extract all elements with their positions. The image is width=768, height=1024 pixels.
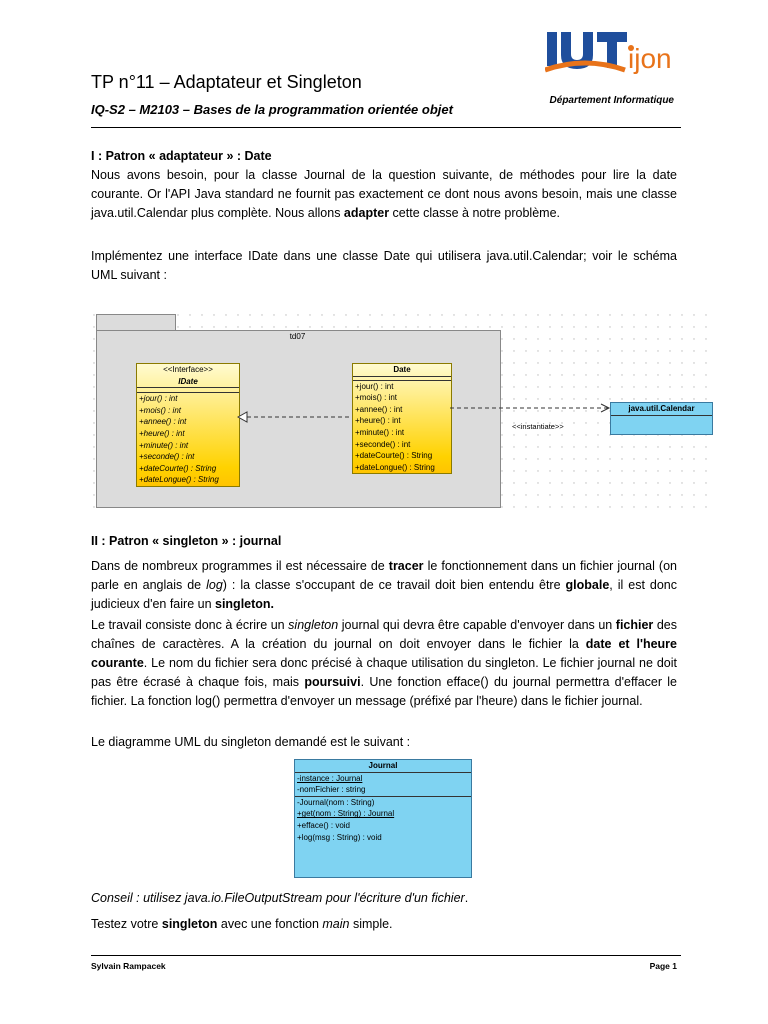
journal-class (294, 759, 472, 878)
advice-text: Conseil : utilisez java.io.FileOutputStream pour l'écriture d'un fichier. (91, 891, 469, 905)
class-name: Date (353, 364, 451, 377)
instantiate-label: <<instantiate>> (512, 422, 564, 431)
method: +dateCourte() : String (139, 463, 217, 473)
method: +mois() : int (355, 393, 398, 403)
section2-paragraph1: Dans de nombreux programmes il est nécessaire de tracer le fonctionnement dans un fichier journal (on parle en anglais de log) : la classe s'occupant de ce travail doit bien entendu être globale, il est donc judicieux d'en faire un singleton. (91, 559, 677, 611)
class-name: IDate (137, 376, 239, 389)
department-label: Département Informatique (549, 95, 674, 106)
realization-arrowhead (238, 412, 247, 422)
method: +jour() : int (355, 381, 394, 391)
section2-heading: II : Patron « singleton » : journal (91, 534, 282, 548)
method: +minute() : int (355, 427, 405, 437)
test-instruction: Testez votre singleton avec une fonction main simple. (91, 917, 393, 931)
package-name: td07 (289, 332, 306, 341)
section2-paragraph3: Le diagramme UML du singleton demandé est le suivant : (91, 735, 411, 749)
method: +mois() : int (139, 405, 182, 415)
section2-paragraph2: Le travail consiste donc à écrire un singleton journal qui devra être capable d'envoyer dans un fichier des chaînes de caractères. A la création du journal on doit envoyer dans le fichier la date et l'heure courante. Le nom du fichier sera donc précisé à chaque utilisation du singleton. Le fichier journal ne doit pas être écrasé à chaque fois, mais poursuivi. Une fonction efface() du journal permettra d'effacer le fichier. La fonction log() permettra d'envoyer un message (préfixé par l'heure) dans le fichier journal. (91, 618, 677, 708)
method: +annee() : int (139, 417, 187, 427)
footer-divider (91, 955, 681, 956)
method: +seconde() : int (355, 439, 411, 449)
footer-author: Sylvain Rampacek (91, 961, 166, 971)
method: +jour() : int (139, 394, 178, 404)
class-name: java.util.Calendar (611, 403, 712, 416)
method: +heure() : int (139, 428, 185, 438)
method: +annee() : int (355, 404, 403, 414)
section1-heading: I : Patron « adaptateur » : Date (91, 149, 272, 163)
attribute: -nomFichier : string (297, 785, 366, 795)
method: +dateCourte() : String (355, 451, 433, 461)
page-title: TP n°11 – Adaptateur et Singleton (91, 72, 362, 92)
method: +dateLongue() : String (139, 475, 219, 485)
method: -Journal(nom : String) (297, 797, 375, 807)
method: +heure() : int (355, 416, 401, 426)
attribute: -instance : Journal (297, 773, 363, 783)
footer-page-number: Page 1 (649, 961, 677, 971)
stereotype-label: <<Interface>> (163, 365, 213, 374)
section1-paragraph1: Nous avons besoin, pour la classe Journal de la question suivante, de méthodes pour lire la date courante. Or l'API Java standard ne fournit pas exactement ce dont nous avons besoin, mais une classe java.util.Calendar plus complète. Nous allons adapter cette classe à notre problème. (91, 168, 677, 220)
class-name: Journal (295, 760, 471, 773)
method: +log(msg : String) : void (297, 832, 382, 842)
section1-paragraph2: Implémentez une interface IDate dans une classe Date qui utilisera java.util.Calendar; voir le schéma UML suivant : (91, 249, 677, 282)
method: +dateLongue() : String (355, 462, 435, 472)
course-subtitle: IQ-S2 – M2103 – Bases de la programmation orientée objet (91, 102, 453, 117)
method: +get(nom : String) : Journal (297, 809, 395, 819)
method: +efface() : void (297, 820, 350, 830)
method: +seconde() : int (139, 452, 195, 462)
svg-text:ijon: ijon (628, 43, 672, 74)
method: +minute() : int (139, 440, 189, 450)
